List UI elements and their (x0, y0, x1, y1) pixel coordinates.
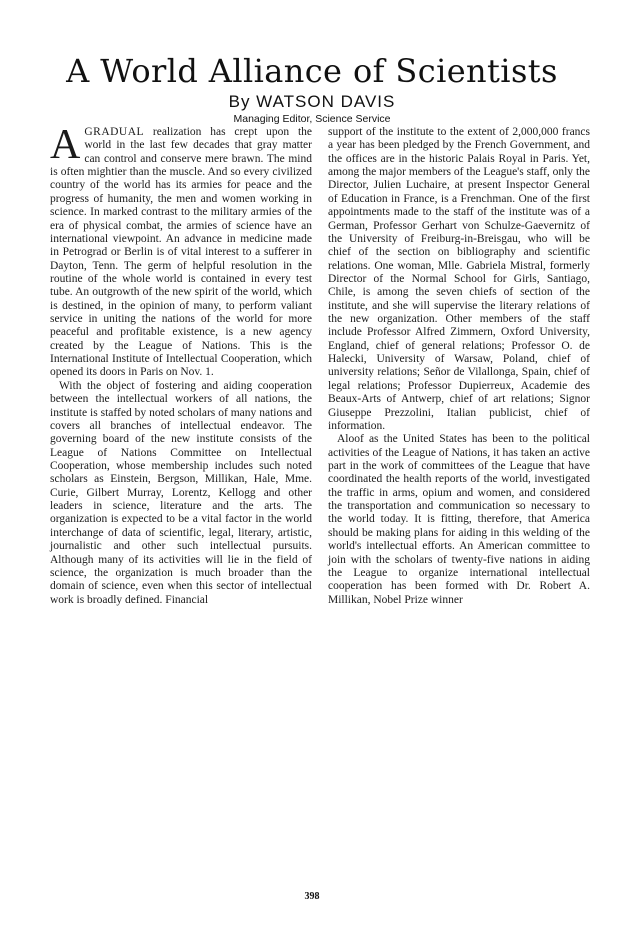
drop-cap: A (50, 122, 81, 168)
right-paragraph-2: Aloof as the United States has been to the political activities of the League of Nations, it has taken an active part in the work of committees of the League that have coordinated the health reports of the world, investigated the traffic in arms, opium and women, and considered the transportation and communication so necessary to the world today. It is fitting, therefore, that America should be making plans for aiding in this welding of the world's intellectual efforts. An American committee to join with the scholars of twenty-five nations in aiding the League to organize international intellectual cooperation has been formed with Dr. Robert A. Millikan, Nobel Prize winner (328, 433, 590, 606)
right-paragraph-1: support of the institute to the extent of 2,000,000 francs a year has been pledged by the French Government, and the offices are in the historic Palais Royal in Paris. Yet, among the major members of the League's staff, only the Director, Julien Luchaire, at present Inspector General of Education in France, is a Frenchman. One of the first appointments made to the staff of the institute was of a German, Professor Gerhart von Schulze-Gaevernitz of the University of Freiburg-in-Breisgau, who will be chief of the section on bibliography and scientific relations. One woman, Mlle. Gabriela Mistral, formerly Director of the Normal School for Girls, Santiago, Chile, is among the seven chiefs of section of the institute, and she will supervise the literary relations of the new organization. Other members of the staff include Professor Alfred Zimmern, Oxford University, England, chief of general relations; Professor O. de Halecki, University of Warsaw, Poland, chief of university relations; Señor de Vilallonga, Spain, chief of legal relations; Professor Dupierreux, Academie des Beaux-Arts of Antwerp, chief of art relations; Signor Giuseppe Prezzolini, Italian publicist, chief of information. (328, 126, 590, 432)
left-paragraph-1 (50, 122, 312, 380)
left-column (50, 122, 312, 607)
left-paragraph-1-text: realization has crept upon the world in the last few decades that gray matter can control and conserve mere brawn. The mind is often mightier than the muscle. And so every civilized country of the world has its armies for peace and the progress of humanity, the men and women working in science. In marked contrast to the military armies of the era of physical combat, the armies of science have an international viewpoint. An advance in medicine made in Petrograd or Berlin is of vital interest to a sufferer in Dayton, Tenn. The germ of helpful resolution in the routine of the whole world is contained in every test tube. An outgrowth of the new spirit of the world, which is destined, in the opinion of many, to perform valiant service in uniting the nations of the world for more peaceful and profitable existence, is a new agency created by the League of Nations. This is the International Institute of Intellectual Cooperation, which opened its doors in Paris on Nov. 1. (50, 126, 312, 379)
author-role: Managing Editor, Science Service (233, 113, 391, 125)
lead-small-caps: GRADUAL (84, 126, 145, 138)
page-number: 398 (304, 891, 320, 902)
article-byline: By WATSON DAVIS (228, 92, 396, 111)
left-paragraph-2: With the object of fostering and aiding cooperation between the intellectual workers of all nations, the institute is staffed by noted scholars of many nations and covers all branches of intellectual endeavor. The governing board of the new institute consists of the League of Nations Committee on Intellectual Cooperation, whose membership includes such noted scholars as Einstein, Bergson, Millikan, Hale, Mme. Curie, Gilbert Murray, Lorentz, Kellogg and other leaders in science, literature and the arts. The organization is expected to be a vital factor in the world interchange of data of scientific, legal, literary, artistic, journalistic and other such intellectual pursuits. Although many of its activities will lie in the field of science, the organization is much broader than the domain of science, even when this sector of intellectual work is broadly defined. Financial (50, 379, 312, 606)
right-column (328, 126, 590, 607)
article-title: A World Alliance of Scientists (66, 52, 558, 90)
